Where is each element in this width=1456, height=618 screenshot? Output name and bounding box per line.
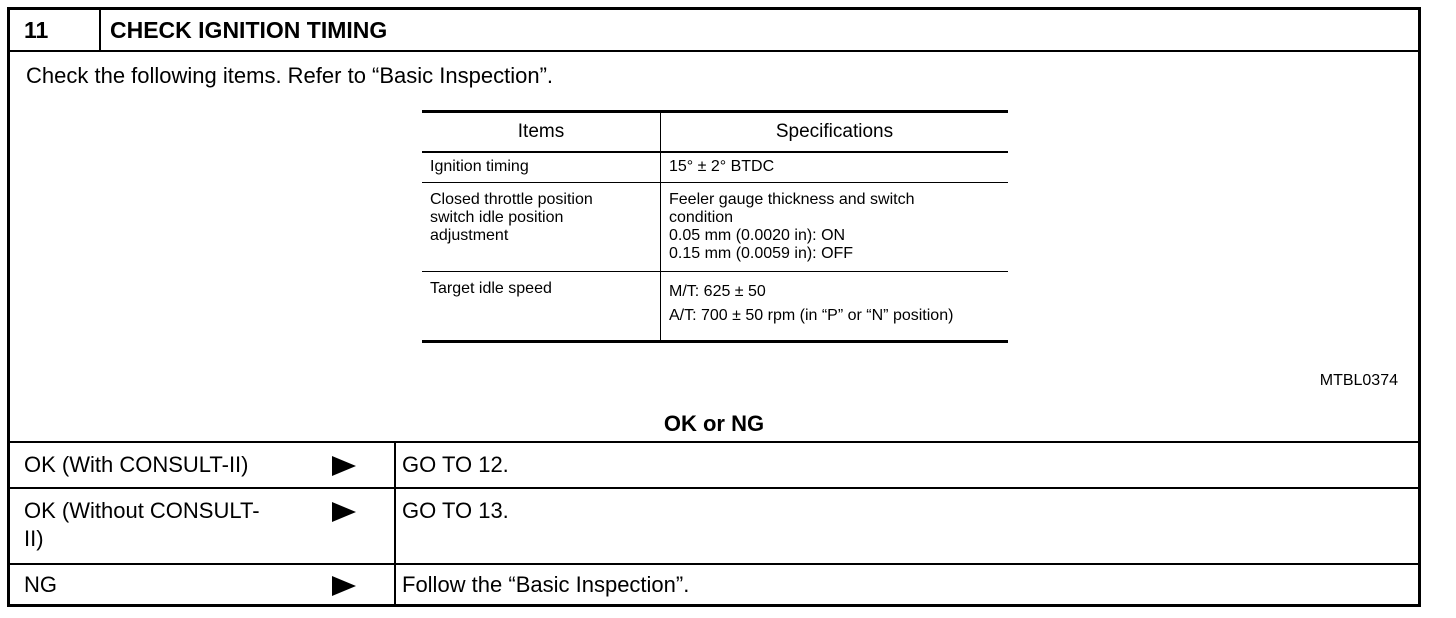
column-header-items: Items [422,113,661,152]
spec-table [422,110,1008,343]
step-title: CHECK IGNITION TIMING [110,17,388,43]
result-condition [24,451,314,479]
result-row-ok-with-consult [10,441,1418,487]
spec-line: 15° ± 2° BTDC [669,158,775,175]
item-line: adjustment [430,227,509,244]
result-row-ng [10,563,1418,604]
spec-cell [661,272,1009,341]
procedure-step-frame [7,7,1421,607]
spec-line: Feeler gauge thickness and switch [669,191,915,208]
intro-text: Check the following items. Refer to “Basic Inspection”. [26,63,554,88]
result-condition [24,571,314,599]
column-divider [394,565,396,604]
table-row [422,272,1008,341]
spec-cell [661,183,1009,272]
result-row-ok-without-consult [10,487,1418,563]
result-condition [24,497,314,553]
result-condition-line: II) [24,526,44,551]
right-triangle-arrow-icon [332,456,356,476]
reference-code: MTBL0374 [1319,372,1398,389]
spec-cell [661,152,1009,183]
spec-line: condition [669,209,734,226]
item-line: Target idle speed [430,280,552,297]
column-divider [394,489,396,563]
result-condition-line: OK (Without CONSULT- [24,498,260,523]
result-condition-line: NG [24,572,57,597]
item-cell [422,152,661,183]
step-number: 11 [10,10,101,50]
table-row [422,152,1008,183]
item-line: Ignition timing [430,158,529,175]
result-heading: OK or NG [663,411,765,436]
result-action: GO TO 12. [402,452,509,477]
column-header-specifications: Specifications [661,113,1009,152]
column-divider [394,443,396,487]
result-condition-line: OK (With CONSULT-II) [24,452,249,477]
spec-line: M/T: 625 ± 50 [669,283,766,300]
spec-table-header-row [422,113,1008,152]
item-line: switch idle position [430,209,564,226]
item-cell [422,272,661,341]
result-action: GO TO 13. [402,498,509,523]
spec-line: 0.15 mm (0.0059 in): OFF [669,245,854,262]
right-triangle-arrow-icon [332,502,356,522]
step-header [10,10,1418,52]
item-cell [422,183,661,272]
spec-line: 0.05 mm (0.0020 in): ON [669,227,846,244]
item-line: Closed throttle position [430,191,593,208]
result-action: Follow the “Basic Inspection”. [402,572,690,597]
table-row [422,183,1008,272]
spec-line: A/T: 700 ± 50 rpm (in “P” or “N” position) [669,307,954,324]
right-triangle-arrow-icon [332,576,356,596]
